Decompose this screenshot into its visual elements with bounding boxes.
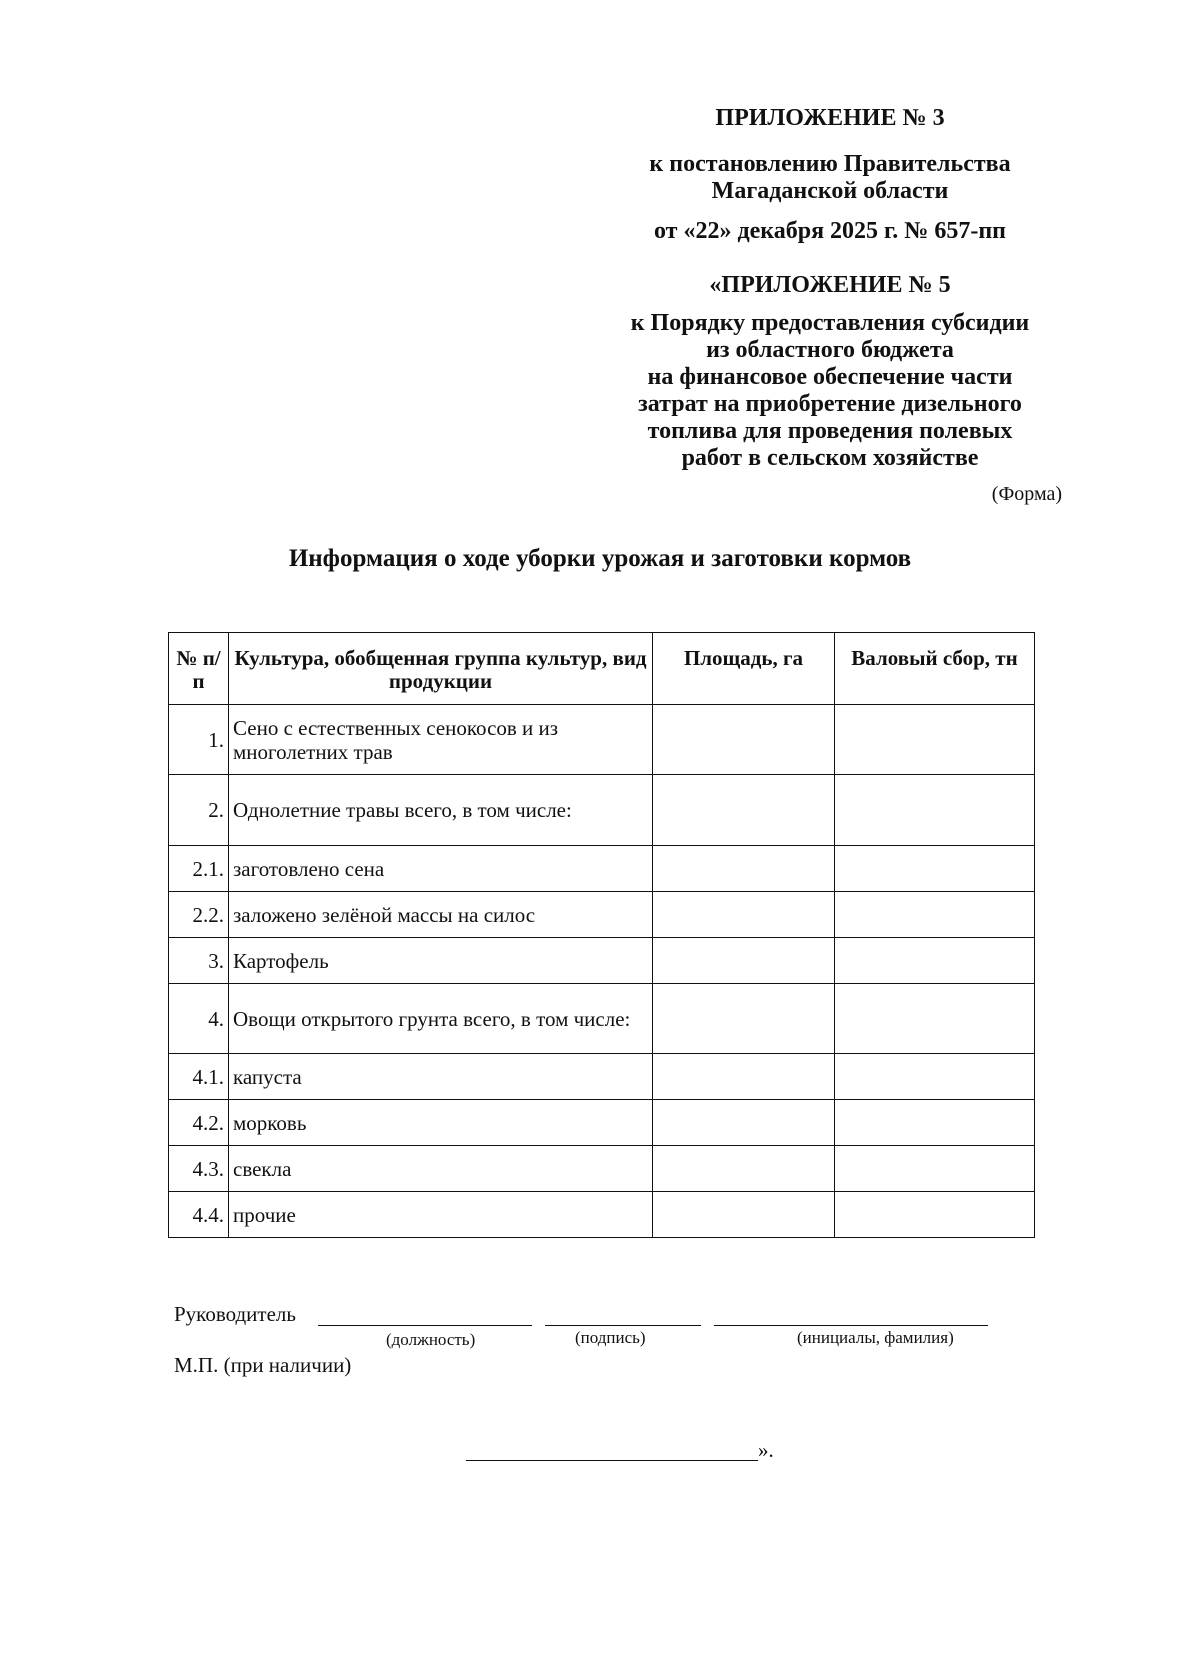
row-num: 2.1. (169, 846, 229, 892)
row-name: капуста (229, 1054, 653, 1100)
order-line-4: затрат на приобретение дизельного (638, 391, 1022, 417)
appendix5-title: «ПРИЛОЖЕНИЕ № 5 (709, 272, 951, 298)
name-caption: (инициалы, фамилия) (797, 1328, 954, 1347)
resolution-ref-line1: к постановлению Правительства (649, 151, 1011, 177)
row-name: Сено с естественных сенокосов и из многолетних трав (229, 705, 653, 775)
position-caption: (должность) (386, 1330, 476, 1349)
order-line-5: топлива для проведения полевых (647, 418, 1013, 444)
area-cell[interactable] (653, 984, 835, 1054)
row-num: 4.2. (169, 1100, 229, 1146)
table-row (169, 1100, 1035, 1146)
name-line[interactable] (714, 1325, 988, 1326)
harvest-cell[interactable] (835, 846, 1035, 892)
harvest-cell[interactable] (835, 984, 1035, 1054)
table-row (169, 846, 1035, 892)
harvest-cell[interactable] (835, 1192, 1035, 1238)
harvest-cell[interactable] (835, 1054, 1035, 1100)
harvest-cell[interactable] (835, 938, 1035, 984)
row-name: свекла (229, 1146, 653, 1192)
row-name: морковь (229, 1100, 653, 1146)
table-row (169, 984, 1035, 1054)
order-line-6: работ в сельском хозяйстве (681, 445, 979, 471)
position-line[interactable] (318, 1325, 532, 1326)
row-num: 4.1. (169, 1054, 229, 1100)
row-name: Картофель (229, 938, 653, 984)
table-row (169, 938, 1035, 984)
harvest-cell[interactable] (835, 892, 1035, 938)
area-cell[interactable] (653, 1100, 835, 1146)
table-row (169, 892, 1035, 938)
closing-quote: ». (758, 1438, 774, 1462)
harvest-cell[interactable] (835, 1100, 1035, 1146)
form-note: (Форма) (991, 483, 1062, 505)
header-culture: Культура, обобщенная группа культур, вид продукции (229, 633, 653, 705)
header-num: № п/п (169, 633, 229, 705)
header-harvest: Валовый сбор, тн (835, 633, 1035, 705)
table-row (169, 705, 1035, 775)
table-row (169, 1054, 1035, 1100)
harvest-cell[interactable] (835, 775, 1035, 846)
table-row (169, 775, 1035, 846)
area-cell[interactable] (653, 775, 835, 846)
closing-line[interactable] (466, 1460, 758, 1461)
order-line-1: к Порядку предоставления субсидии (630, 310, 1030, 336)
resolution-ref-line2: Магаданской области (711, 178, 949, 204)
row-num: 4.4. (169, 1192, 229, 1238)
stamp-note: М.П. (при наличии) (174, 1353, 352, 1377)
order-line-3: на финансовое обеспечение части (647, 364, 1013, 390)
area-cell[interactable] (653, 1054, 835, 1100)
table-row (169, 1146, 1035, 1192)
row-num: 1. (169, 705, 229, 775)
area-cell[interactable] (653, 892, 835, 938)
signature-caption: (подпись) (575, 1328, 646, 1347)
row-num: 3. (169, 938, 229, 984)
area-cell[interactable] (653, 1146, 835, 1192)
row-name: прочие (229, 1192, 653, 1238)
appendix-number: ПРИЛОЖЕНИЕ № 3 (715, 105, 945, 131)
row-num: 4. (169, 984, 229, 1054)
area-cell[interactable] (653, 938, 835, 984)
resolution-date-line: от «22» декабря 2025 г. № 657-пп (653, 218, 1007, 244)
area-cell[interactable] (653, 705, 835, 775)
document-title: Информация о ходе уборки урожая и заготовки кормов (288, 545, 912, 572)
harvest-cell[interactable] (835, 1146, 1035, 1192)
signature-line[interactable] (545, 1325, 701, 1326)
table-row (169, 1192, 1035, 1238)
row-name: заложено зелёной массы на силос (229, 892, 653, 938)
row-name: Овощи открытого грунта всего, в том числе: (229, 984, 653, 1054)
row-num: 2. (169, 775, 229, 846)
order-line-2: из областного бюджета (706, 337, 954, 363)
row-name: заготовлено сена (229, 846, 653, 892)
row-num: 4.3. (169, 1146, 229, 1192)
head-label: Руководитель (174, 1302, 296, 1326)
harvest-cell[interactable] (835, 705, 1035, 775)
area-cell[interactable] (653, 846, 835, 892)
row-name: Однолетние травы всего, в том числе: (229, 775, 653, 846)
harvest-table (168, 632, 1035, 1238)
table-header-row (169, 633, 1035, 705)
area-cell[interactable] (653, 1192, 835, 1238)
row-num: 2.2. (169, 892, 229, 938)
header-area: Площадь, га (653, 633, 835, 705)
